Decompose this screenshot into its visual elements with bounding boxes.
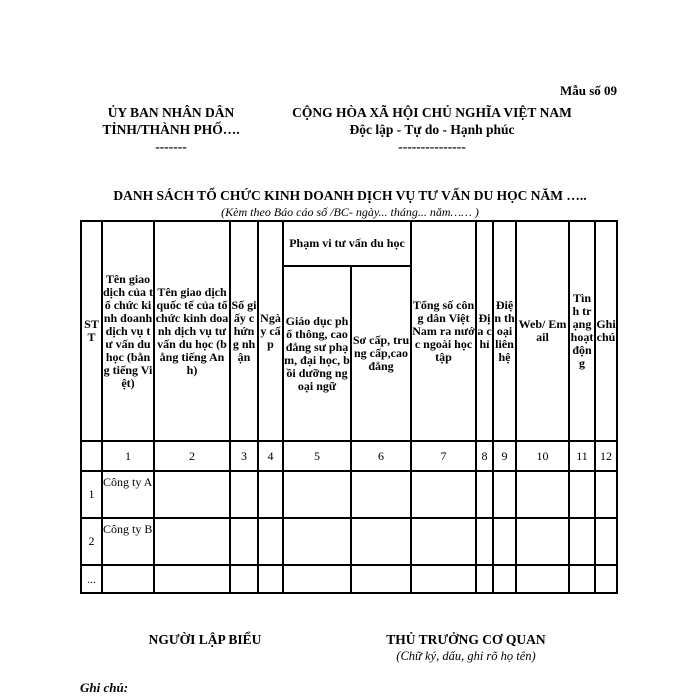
row-stt: ... [81,565,102,593]
table-cell [493,565,516,593]
header-note: Ghi chú [595,221,617,441]
header-address: Địa chỉ [476,221,493,441]
header-web-email: Web/ Email [516,221,569,441]
table-cell [258,565,283,593]
report-table [80,220,618,594]
signature-head: THỦ TRƯỞNG CƠ QUAN [386,632,546,647]
header-phone: Điện thoại liên hệ [493,221,516,441]
column-number-cell: 9 [493,441,516,471]
header-intl-name: Tên giao dịch quốc tế của tổ chức kinh doanh dịch vụ tư vấn du học (bằng tiếng Anh) [154,221,230,441]
note-label: Ghi chú: [80,680,129,695]
row-stt: 2 [81,518,102,565]
column-number-cell [81,441,102,471]
column-number-cell: 10 [516,441,569,471]
table-cell [493,471,516,518]
table-cell [493,518,516,565]
row-stt: 1 [81,471,102,518]
header-vn-name: Tên giao dịch của tổ chức kinh doanh dịch vụ tư vấn du học (bằng tiếng Việt) [102,221,154,441]
left-header-line1: ỦY BAN NHÂN DÂN [107,105,235,120]
column-number-cell: 5 [283,441,351,471]
right-header-line1: CỘNG HÒA XÃ HỘI CHỦ NGHĨA VIỆT NAM [292,105,572,120]
table-cell [411,565,476,593]
left-header-separator: ------- [155,139,187,154]
table-cell [230,518,258,565]
column-number-cell: 4 [258,441,283,471]
row-company-name: Công ty A [102,471,154,518]
column-number-cell: 3 [230,441,258,471]
table-cell [351,518,411,565]
table-cell [476,471,493,518]
row-company-name [102,565,154,593]
table-cell [476,518,493,565]
table-cell [351,565,411,593]
table-cell [154,471,230,518]
document-title: DANH SÁCH TỔ CHỨC KINH DOANH DỊCH VỤ TƯ VẤN DU HỌC NĂM ….. [113,188,587,203]
table-cell [154,565,230,593]
table-row [81,518,617,565]
table-cell [569,471,595,518]
right-header [282,104,582,155]
left-header [96,104,246,155]
table-cell [258,518,283,565]
header-cert-number: Số giấy chứng nhận [230,221,258,441]
column-number-cell: 8 [476,441,493,471]
left-header-line2: TỈNH/THÀNH PHỐ…. [102,122,240,137]
table-cell [516,565,569,593]
table-cell [283,471,351,518]
table-row [81,471,617,518]
table-cell [230,565,258,593]
table-cell [476,565,493,593]
table-row [81,565,617,593]
header-total-students: Tổng số công dân Việt Nam ra nước ngoài học tập [411,221,476,441]
table-cell [351,471,411,518]
table-cell [230,471,258,518]
header-scope-general: Giáo dục phổ thông, cao đẳng sư phạm, đại học, bồi dưỡng ngoại ngữ [283,266,351,441]
header-issue-date: Ngày cấp [258,221,283,441]
signature-preparer: NGƯỜI LẬP BIỂU [148,632,262,647]
signature-head-instruction: (Chữ ký, dấu, ghi rõ họ tên) [396,649,536,663]
right-header-separator: --------------- [398,139,466,154]
header-scope-group: Phạm vi tư vấn du học [283,221,411,266]
table-cell [569,565,595,593]
table-cell [569,518,595,565]
table-cell [595,471,617,518]
table-cell [516,471,569,518]
form-code: Mẫu số 09 [560,83,618,98]
table-cell [411,471,476,518]
table-cell [154,518,230,565]
column-number-cell: 1 [102,441,154,471]
table-cell [595,518,617,565]
table-cell [595,565,617,593]
table-cell [411,518,476,565]
column-number-cell: 7 [411,441,476,471]
column-number-cell: 11 [569,441,595,471]
table-cell [516,518,569,565]
right-header-line2: Độc lập - Tự do - Hạnh phúc [349,122,515,137]
table-cell [258,471,283,518]
column-number-cell: 6 [351,441,411,471]
column-number-cell: 12 [595,441,617,471]
table-cell [283,565,351,593]
header-status: Tình trạng hoạt động [569,221,595,441]
table-cell [283,518,351,565]
document-subtitle: (Kèm theo Báo cáo số /BC- ngày... tháng... năm…… ) [221,205,479,219]
column-number-cell: 2 [154,441,230,471]
header-scope-vocational: Sơ cấp, trung cấp,cao đẳng [351,266,411,441]
header-stt: STT [81,221,102,441]
row-company-name: Công ty B [102,518,154,565]
